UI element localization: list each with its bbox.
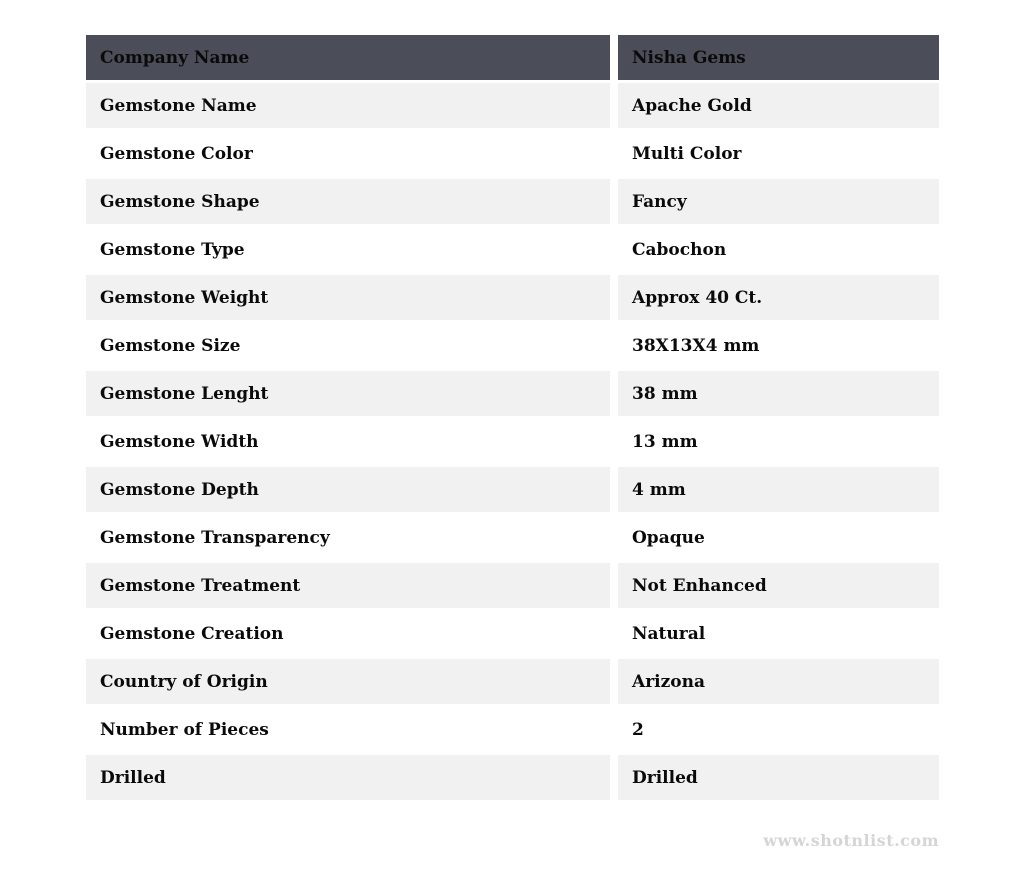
- spec-label-cell: Gemstone Width: [86, 419, 610, 467]
- table-row: [86, 275, 939, 323]
- spec-value-cell: Not Enhanced: [610, 563, 939, 611]
- spec-value-cell: Natural: [610, 611, 939, 659]
- spec-label-cell: Gemstone Treatment: [86, 563, 610, 611]
- spec-label-cell: Gemstone Name: [86, 83, 610, 131]
- spec-label-cell: Gemstone Type: [86, 227, 610, 275]
- spec-value-cell: Cabochon: [610, 227, 939, 275]
- spec-value-cell: 2: [610, 707, 939, 755]
- spec-label-cell: Gemstone Color: [86, 131, 610, 179]
- spec-label-cell: Drilled: [86, 755, 610, 803]
- table-row: [86, 515, 939, 563]
- spec-value-cell: 13 mm: [610, 419, 939, 467]
- spec-label-cell: Gemstone Transparency: [86, 515, 610, 563]
- spec-value-cell: Arizona: [610, 659, 939, 707]
- table-row: [86, 659, 939, 707]
- spec-value-cell: Apache Gold: [610, 83, 939, 131]
- table-row: [86, 707, 939, 755]
- spec-value-cell: Opaque: [610, 515, 939, 563]
- table-row: [86, 611, 939, 659]
- gemstone-spec-table: [86, 35, 939, 803]
- spec-label-cell: Country of Origin: [86, 659, 610, 707]
- company-name-header: Company Name: [86, 35, 610, 83]
- table-row: [86, 83, 939, 131]
- spec-label-cell: Gemstone Lenght: [86, 371, 610, 419]
- table-row: [86, 179, 939, 227]
- company-value-header: Nisha Gems: [610, 35, 939, 83]
- table-row: [86, 563, 939, 611]
- spec-value-cell: Fancy: [610, 179, 939, 227]
- table-row: [86, 323, 939, 371]
- gemstone-spec-table-wrap: [86, 35, 939, 803]
- spec-value-cell: Approx 40 Ct.: [610, 275, 939, 323]
- spec-label-cell: Number of Pieces: [86, 707, 610, 755]
- spec-rows: [86, 83, 939, 803]
- table-row: [86, 371, 939, 419]
- table-row: [86, 131, 939, 179]
- spec-label-cell: Gemstone Weight: [86, 275, 610, 323]
- spec-value-cell: 38X13X4 mm: [610, 323, 939, 371]
- table-row: [86, 467, 939, 515]
- spec-value-cell: 4 mm: [610, 467, 939, 515]
- table-row: [86, 755, 939, 803]
- table-row: [86, 419, 939, 467]
- spec-label-cell: Gemstone Shape: [86, 179, 610, 227]
- table-row: [86, 227, 939, 275]
- watermark-text: www.shotnlist.com: [763, 831, 939, 850]
- spec-value-cell: Drilled: [610, 755, 939, 803]
- spec-label-cell: Gemstone Creation: [86, 611, 610, 659]
- table-header-row: [86, 35, 939, 83]
- spec-label-cell: Gemstone Depth: [86, 467, 610, 515]
- spec-value-cell: 38 mm: [610, 371, 939, 419]
- spec-label-cell: Gemstone Size: [86, 323, 610, 371]
- spec-value-cell: Multi Color: [610, 131, 939, 179]
